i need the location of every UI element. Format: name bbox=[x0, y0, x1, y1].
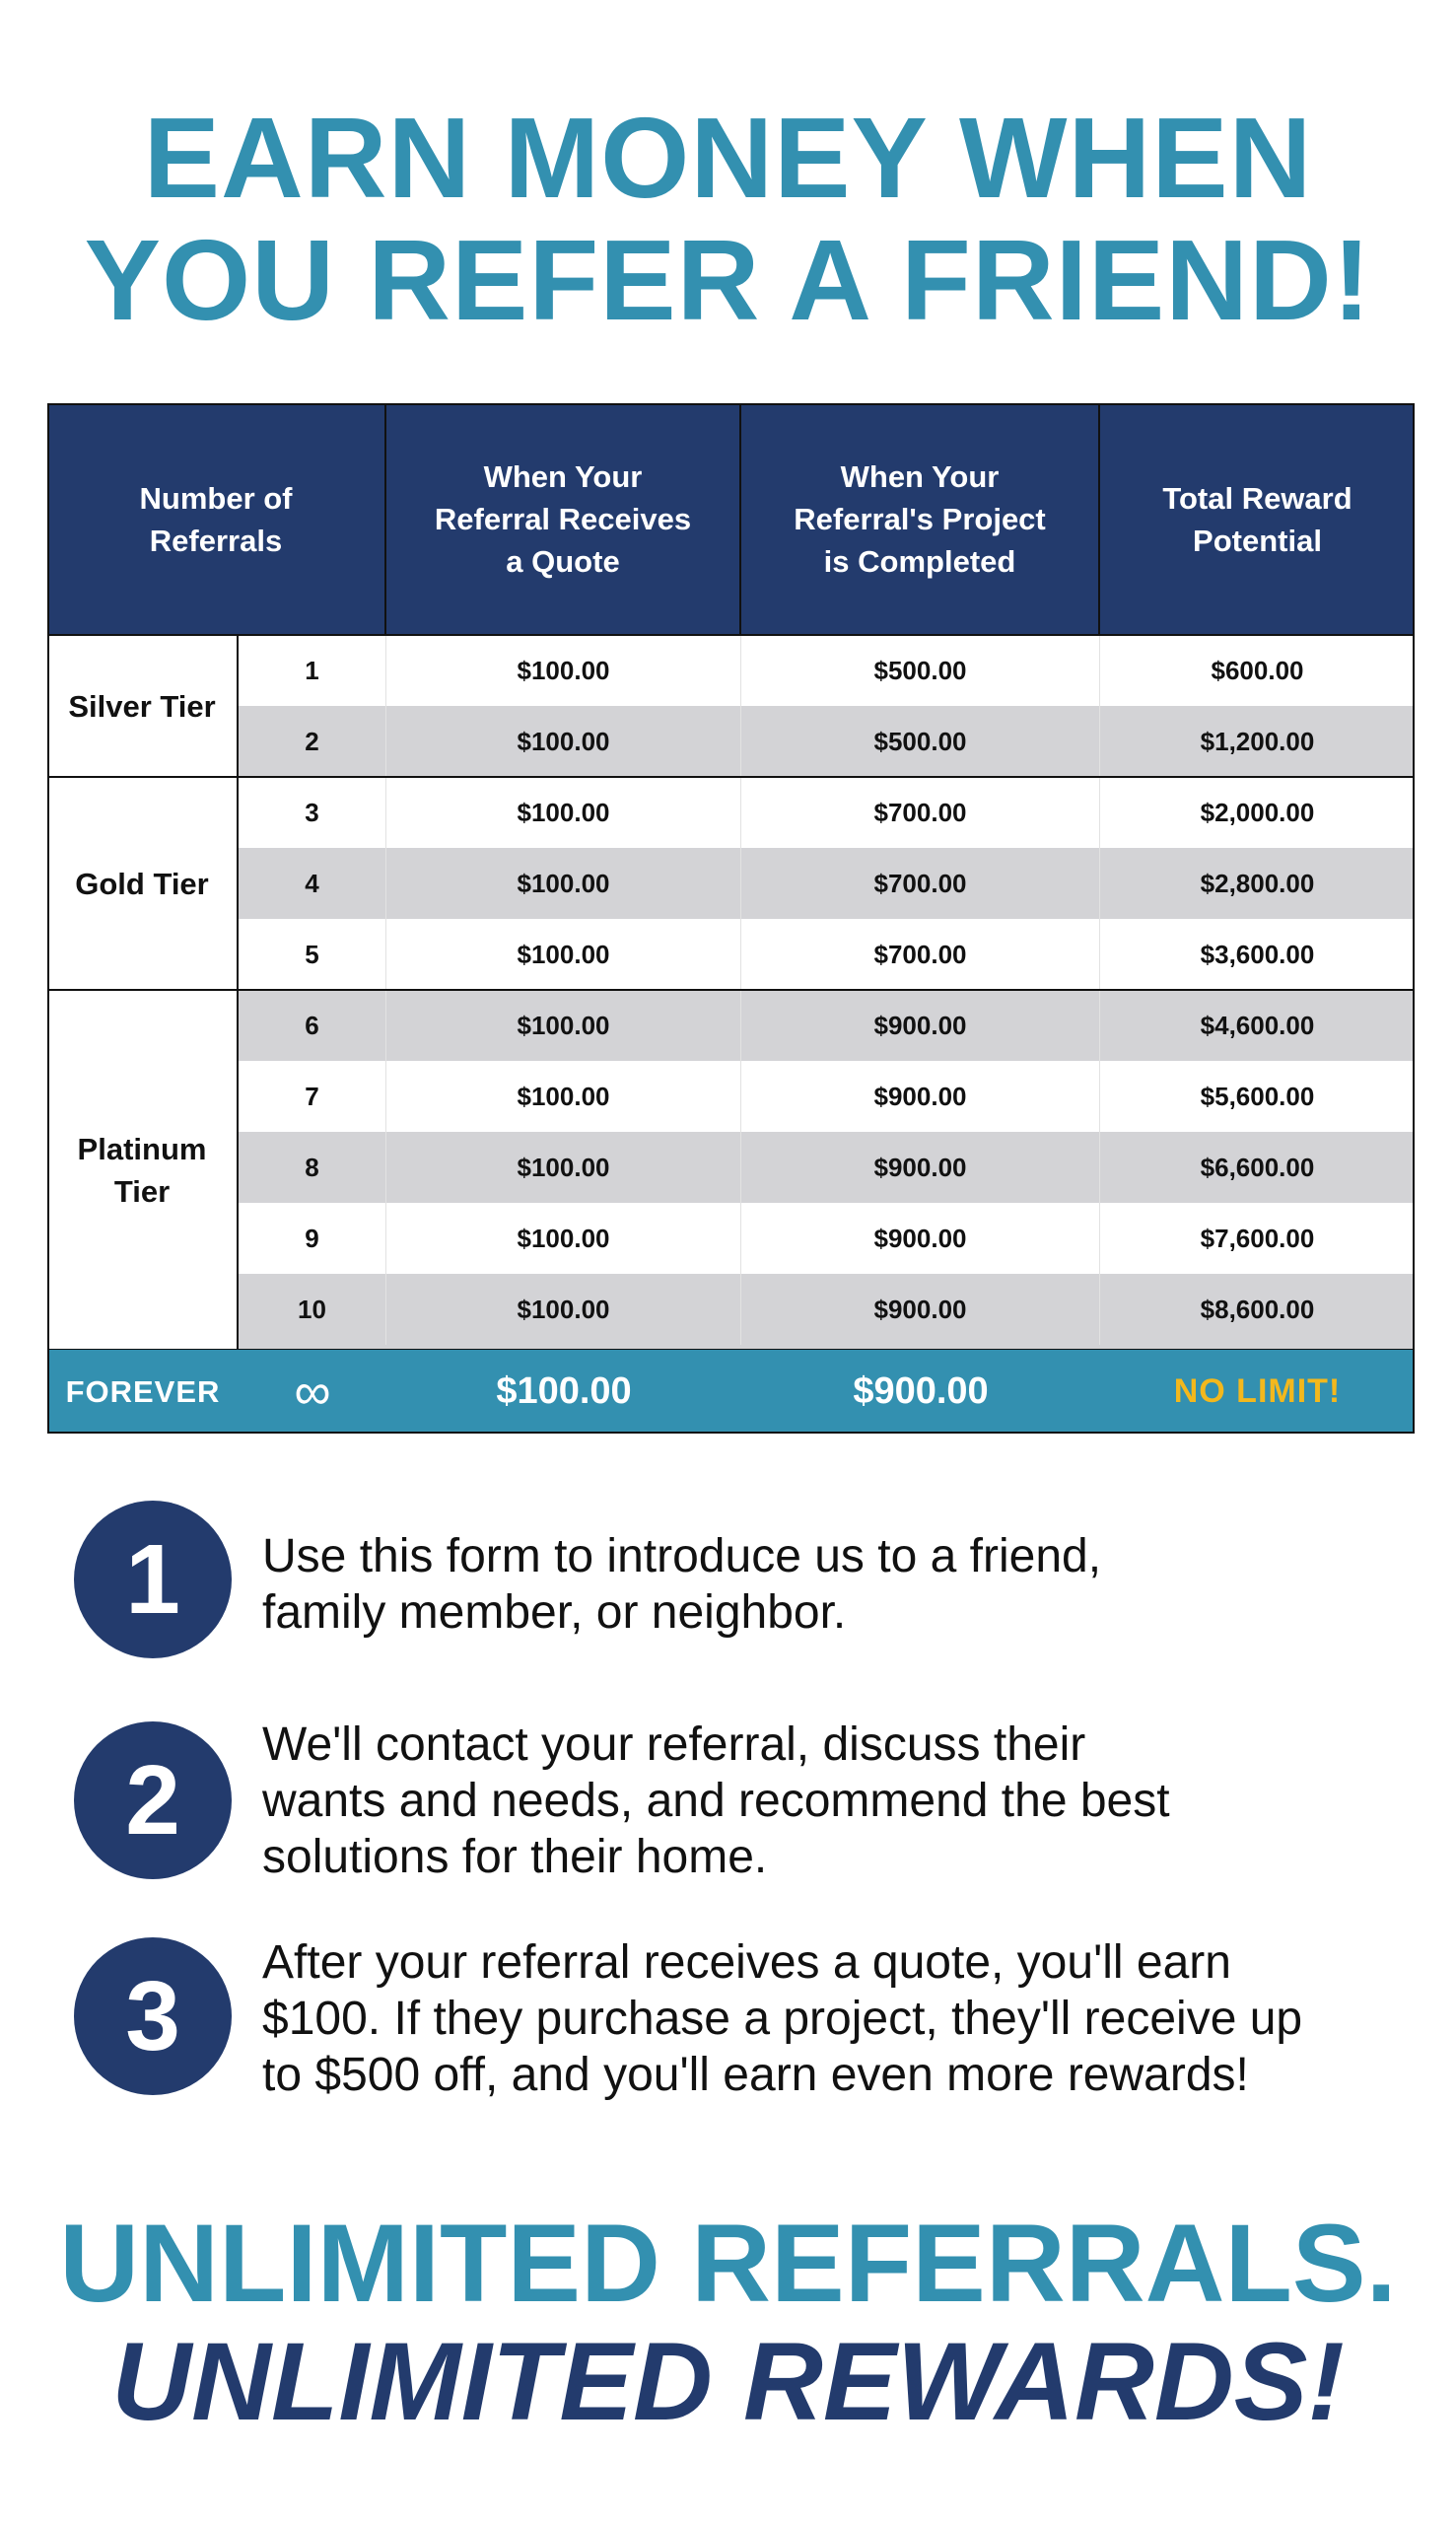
step-1-text: Use this form to introduce us to a friend, family member, or neighbor. bbox=[262, 1530, 1102, 1639]
headline-line-1: EARN MONEY WHEN bbox=[143, 94, 1313, 222]
table-row bbox=[239, 635, 1415, 706]
quote-reward: $100.00 bbox=[386, 1274, 741, 1345]
referral-count: 4 bbox=[239, 848, 386, 919]
project-reward: $900.00 bbox=[741, 1132, 1100, 1203]
tier-label-gold: Gold Tier bbox=[47, 777, 239, 990]
headline-line-2: YOU REFER A FRIEND! bbox=[84, 216, 1372, 344]
table-row bbox=[239, 990, 1415, 1061]
step-3-text: After your referral receives a quote, you'll earn $100. If they purchase a project, they'll receive up to $500 off, and you'll earn even more rewards! bbox=[262, 1936, 1303, 2101]
header-total-reward: Total Reward Potential bbox=[1100, 403, 1415, 635]
quote-reward: $100.00 bbox=[386, 1132, 741, 1203]
referral-count: 8 bbox=[239, 1132, 386, 1203]
step-2-badge: 2 bbox=[74, 1721, 232, 1879]
table-row bbox=[239, 848, 1415, 919]
referral-count: 7 bbox=[239, 1061, 386, 1132]
project-reward: $900.00 bbox=[741, 990, 1100, 1061]
header-number-of-referrals: Number of Referrals bbox=[47, 403, 386, 635]
quote-reward: $100.00 bbox=[386, 919, 741, 990]
total-reward: $8,600.00 bbox=[1200, 1294, 1315, 1324]
tier-label-platinum: Platinum Tier bbox=[47, 990, 239, 1350]
step-1-badge: 1 bbox=[74, 1501, 232, 1658]
quote-reward: $100.00 bbox=[386, 706, 741, 777]
table-row bbox=[239, 919, 1415, 990]
total-reward: $3,600.00 bbox=[1200, 939, 1315, 969]
project-reward: $900.00 bbox=[741, 1061, 1100, 1132]
divider bbox=[47, 634, 1415, 636]
forever-row bbox=[47, 1350, 1415, 1434]
total-reward: $6,600.00 bbox=[1200, 1152, 1315, 1182]
project-reward: $900.00 bbox=[741, 1274, 1100, 1345]
referral-count: 2 bbox=[239, 706, 386, 777]
total-reward: $2,800.00 bbox=[1200, 868, 1315, 898]
tier-label-silver: Silver Tier bbox=[47, 635, 239, 777]
project-reward: $700.00 bbox=[741, 777, 1100, 848]
quote-reward: $100.00 bbox=[386, 990, 741, 1061]
total-reward: $1,200.00 bbox=[1200, 726, 1315, 756]
forever-label: FOREVER bbox=[65, 1373, 221, 1409]
project-reward: $700.00 bbox=[741, 848, 1100, 919]
header-project-reward: When Your Referral's Project is Completed bbox=[741, 403, 1100, 635]
quote-reward: $100.00 bbox=[386, 635, 741, 706]
total-reward: $600.00 bbox=[1211, 655, 1304, 685]
forever-quote-reward: $100.00 bbox=[496, 1370, 632, 1412]
quote-reward: $100.00 bbox=[386, 777, 741, 848]
table-row bbox=[239, 1203, 1415, 1274]
project-reward: $500.00 bbox=[741, 706, 1100, 777]
total-reward: $7,600.00 bbox=[1200, 1223, 1315, 1253]
step-3-badge: 3 bbox=[74, 1937, 232, 2095]
table-row bbox=[239, 1274, 1415, 1350]
referral-rewards-table bbox=[47, 403, 1415, 1434]
referral-count: 10 bbox=[239, 1274, 386, 1345]
quote-reward: $100.00 bbox=[386, 1203, 741, 1274]
referral-count: 9 bbox=[239, 1203, 386, 1274]
forever-project-reward: $900.00 bbox=[853, 1370, 989, 1412]
total-reward: $4,600.00 bbox=[1200, 1010, 1315, 1040]
total-reward: $5,600.00 bbox=[1200, 1081, 1315, 1111]
quote-reward: $100.00 bbox=[386, 848, 741, 919]
quote-reward: $100.00 bbox=[386, 1061, 741, 1132]
tagline-line-1: UNLIMITED REFERRALS. bbox=[59, 2202, 1397, 2325]
referral-count: 6 bbox=[239, 990, 386, 1061]
divider bbox=[47, 989, 1415, 991]
tagline-line-2: UNLIMITED REWARDS! bbox=[111, 2320, 1345, 2443]
table-row bbox=[239, 777, 1415, 848]
project-reward: $900.00 bbox=[741, 1203, 1100, 1274]
table-row bbox=[239, 706, 1415, 777]
step-2-text: We'll contact your referral, discuss their wants and needs, and recommend the best solutions for their home. bbox=[262, 1718, 1170, 1883]
infinity-icon: ∞ bbox=[294, 1363, 331, 1421]
forever-total-reward: NO LIMIT! bbox=[1173, 1372, 1342, 1410]
header-quote-reward: When Your Referral Receives a Quote bbox=[386, 403, 741, 635]
project-reward: $700.00 bbox=[741, 919, 1100, 990]
total-reward: $2,000.00 bbox=[1200, 797, 1315, 827]
divider bbox=[47, 776, 1415, 778]
table-row bbox=[239, 1061, 1415, 1132]
project-reward: $500.00 bbox=[741, 635, 1100, 706]
referral-count: 1 bbox=[239, 635, 386, 706]
table-row bbox=[239, 1132, 1415, 1203]
referral-count: 3 bbox=[239, 777, 386, 848]
referral-count: 5 bbox=[239, 919, 386, 990]
